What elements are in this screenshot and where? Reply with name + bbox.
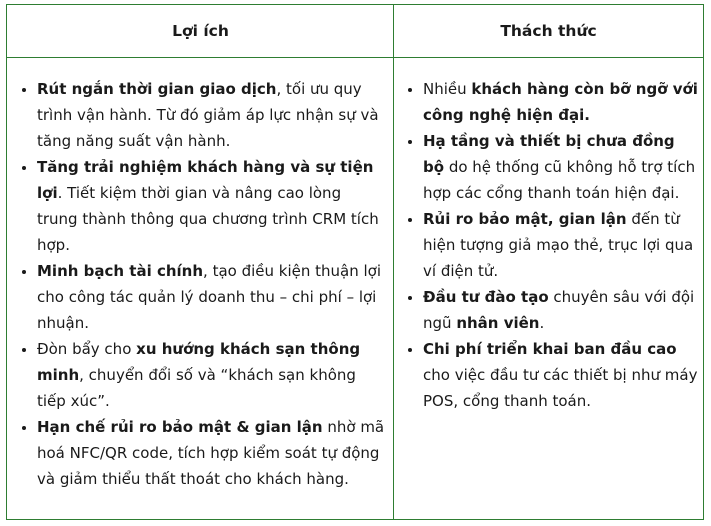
challenge-text: chuyên sâu với đội ngũ: [423, 288, 695, 332]
challenges-column: [406, 76, 698, 414]
header-challenges: Thách thức: [500, 22, 597, 40]
challenge-item: [423, 284, 698, 336]
benefit-text: nhờ mã hoá NFC/QR code, tích hợp kiểm soát tự động và giảm thiểu thất thoát cho khách hàng.: [37, 418, 385, 488]
benefit-bold-text: Minh bạch tài chính: [37, 262, 204, 280]
challenge-bold-text: Chi phí triển khai ban đầu cao: [423, 340, 677, 358]
benefit-item: [37, 258, 386, 336]
benefit-item: [37, 336, 386, 414]
benefit-text: Đòn bẩy cho: [37, 340, 137, 358]
challenge-bold-text: Hạ tầng và thiết bị chưa đồng bộ: [423, 132, 675, 176]
header-benefits: Lợi ích: [172, 22, 229, 40]
challenge-text: .: [539, 314, 545, 332]
challenge-bold-text: khách hàng còn bỡ ngỡ với công nghệ hiện đại.: [423, 80, 698, 124]
comparison-table: [6, 4, 704, 520]
challenge-text: Nhiều: [423, 80, 472, 98]
benefit-bold-text: Tăng trải nghiệm khách hàng và sự tiện lợi: [37, 158, 374, 202]
challenges-list: [406, 76, 698, 414]
challenge-text: do hệ thống cũ không hỗ trợ tích hợp các cổng thanh toán hiện đại.: [423, 158, 696, 202]
challenge-text: cho việc đầu tư các thiết bị như máy POS, cổng thanh toán.: [423, 366, 698, 410]
challenge-bold-text: Đầu tư đào tạo: [423, 288, 549, 306]
benefit-text: . Tiết kiệm thời gian và nâng cao lòng trung thành thông qua chương trình CRM tích hợp.: [37, 184, 379, 254]
challenge-item: [423, 76, 698, 128]
benefit-bold-text: Rút ngắn thời gian giao dịch: [37, 80, 277, 98]
challenge-item: [423, 206, 698, 284]
benefit-text: , tối ưu quy trình vận hành. Từ đó giảm áp lực nhận sự và tăng năng suất vận hành.: [37, 80, 379, 150]
column-divider: [393, 5, 394, 519]
header-divider: [7, 57, 703, 58]
benefits-list: [20, 76, 386, 492]
benefit-item: [37, 414, 386, 492]
challenge-text: đến từ hiện tượng giả mạo thẻ, trục lợi qua ví điện tử.: [423, 210, 694, 280]
benefit-text: , tạo điều kiện thuận lợi cho công tác quản lý doanh thu – chi phí – lợi nhuận.: [37, 262, 382, 332]
benefit-item: [37, 76, 386, 154]
benefit-text: , chuyển đổi số và “khách sạn không tiếp xúc”.: [37, 366, 356, 410]
challenge-item: [423, 128, 698, 206]
benefit-bold-text: Hạn chế rủi ro bảo mật & gian lận: [37, 418, 323, 436]
challenge-bold-text: nhân viên: [456, 314, 540, 332]
challenge-bold-text: Rủi ro bảo mật, gian lận: [423, 210, 627, 228]
benefits-column: [20, 76, 386, 492]
challenge-item: [423, 336, 698, 414]
benefit-item: [37, 154, 386, 258]
benefit-bold-text: xu hướng khách sạn thông minh: [37, 340, 361, 384]
